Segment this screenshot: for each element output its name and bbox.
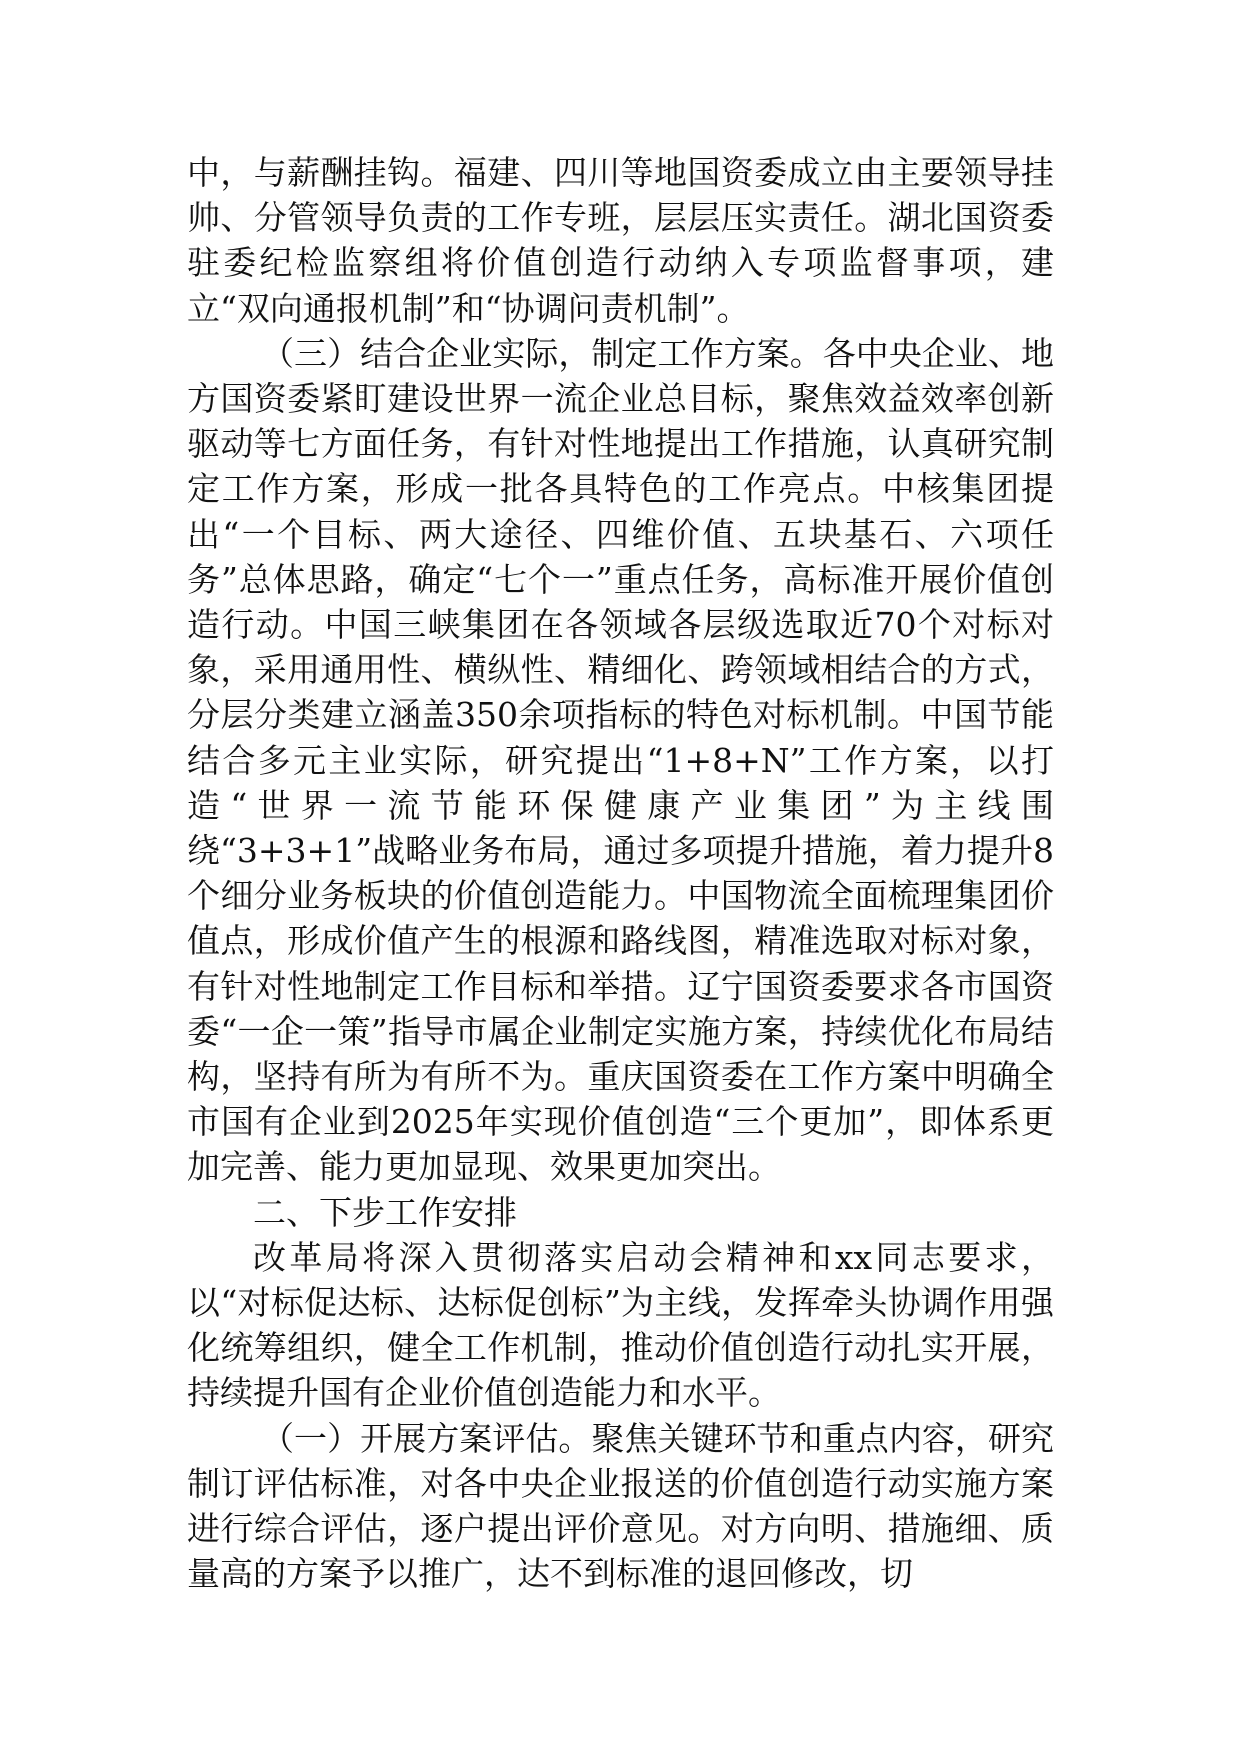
document-body: [187, 150, 1054, 1597]
section-heading-next-steps: 二、下步工作安排: [253, 1192, 517, 1232]
paragraph-plan-evaluation: （一）开展方案评估。聚焦关键环节和重点内容，研究制订评估标准，对各中央企业报送的价值创造行动实施方案进行综合评估，逐户提出评价意见。对方向明、措施细、质量高的方案予以推广，达不到标准的退回修改，切: [187, 1418, 1054, 1594]
paragraph-continuation: 中，与薪酬挂钩。福建、四川等地国资委成立由主要领导挂帅、分管领导负责的工作专班，层层压实责任。湖北国资委驻委纪检监察组将价值创造行动纳入专项监督事项，建立“双向通报机制”和“协调问责机制”。: [187, 153, 1054, 328]
paragraph-section-3: （三）结合企业实际，制定工作方案。各中央企业、地方国资委紧盯建设世界一流企业总目标，聚焦效益效率创新驱动等七方面任务，有针对性地提出工作措施，认真研究制定工作方案，形成一批各具特色的工作亮点。中核集团提出“一个目标、两大途径、四维价值、五块基石、六项任务”总体思路，确定“七个一”重点任务，高标准开展价值创造行动。中国三峡集团在各领域各层级选取近70个对标对象，采用通用性、横纵性、精细化、跨领域相结合的方式，分层分类建立涵盖350余项指标的特色对标机制。中国节能结合多元主业实际，研究提出“1+8+N”工作方案，以打造“世界一流节能环保健康产业集团”为主线围绕“3+3+1”战略业务布局，通过多项提升措施，着力提升8个细分业务板块的价值创造能力。中国物流全面梳理集团价值点，形成价值产生的根源和路线图，精准选取对标对象，有针对性地制定工作目标和举措。辽宁国资委要求各市国资委“一企一策”指导市属企业制定实施方案，持续优化布局结构，坚持有所为有所不为。重庆国资委在工作方案中明确全市国有企业到2025年实现价值创造“三个更加”，即体系更加完善、能力更加显现、效果更加突出。: [187, 333, 1054, 1187]
paragraph-reform-bureau: 改革局将深入贯彻落实启动会精神和xx同志要求，以“对标促达标、达标促创标”为主线，发挥牵头协调作用强化统筹组织，健全工作机制，推动价值创造行动扎实开展，持续提升国有企业价值创造能力和水平。: [187, 1237, 1054, 1413]
